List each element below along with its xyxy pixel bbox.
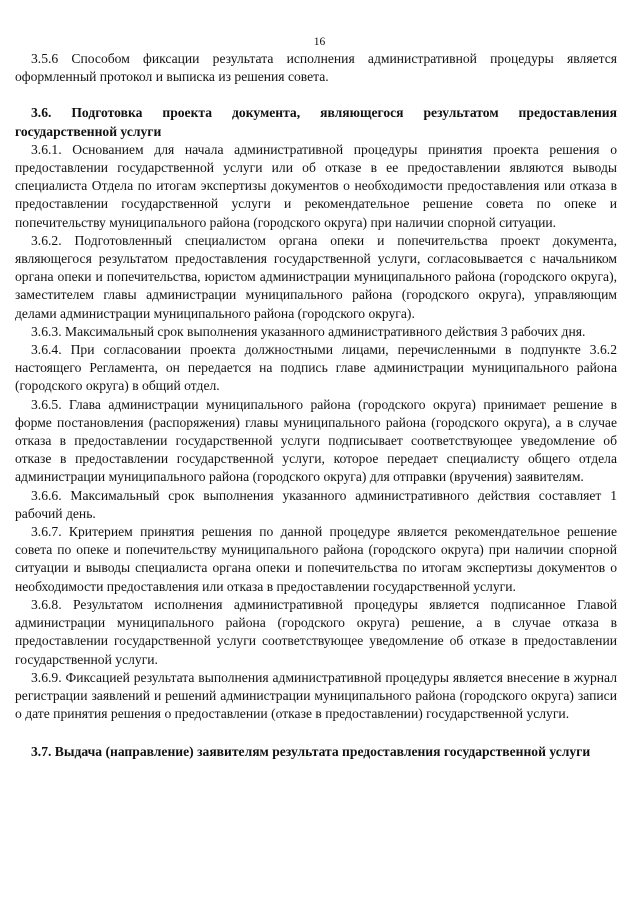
paragraph-3-6-5: 3.6.5. Глава администрации муниципального района (городского округа) принимает решение в форме постановления (распоряжения) главы муниципального района (городского округа), а в случае отказа в предоставлении государственной услуги подписывает соответствующее уведомление об отказе в предоставлении государственной услуги, которое передает специалисту общего отдела администрации муниципального района (городского округа) для отправки (вручения) заявителям. — [15, 396, 617, 485]
paragraph-3-6-8: 3.6.8. Результатом исполнения административной процедуры является подписанное Главой администрации муниципального района (городского округа) решение, а в случае отказа в предоставлении государственной услуги соответствующее уведомление об отказе в предоставлении государственной услуги. — [15, 596, 617, 667]
paragraph-3-6-9: 3.6.9. Фиксацией результата выполнения административной процедуры является внесение в журнал регистрации заявлений и решений администрации муниципального района (городского округа) записи о дате принятия решения о предоставлении (отказе в предоставлении) государственной услуги. — [15, 669, 617, 722]
document-body — [15, 50, 617, 762]
paragraph-3-6-4: 3.6.4. При согласовании проекта должностными лицами, перечисленными в подпункте 3.6.2 настоящего Регламента, он передается на подпись главе администрации муниципального района (городского округа) в общий отдел. — [15, 342, 617, 394]
section-heading-3-6: 3.6. Подготовка проекта документа, являющегося результатом предоставления государственной услуги — [15, 105, 617, 139]
paragraph-3-6-1: 3.6.1. Основанием для начала административной процедуры принятия проекта решения о предоставлении государственной услуги или об отказе в ее предоставлении являются выводы специалиста Отдела по итогам экспертизы документов о необходимости предоставления или отказа в предоставлении государственной услуги и рекомендательное решение совета по опеке и попечительству муниципального района (городского округа) при наличии спорной ситуации. — [15, 141, 617, 230]
paragraph-3-6-3: 3.6.3. Максимальный срок выполнения указанного административного действия 3 рабочих дня. — [31, 323, 586, 339]
paragraph-3-5-6: 3.5.6 Способом фиксации результата исполнения административной процедуры является оформленный протокол и выписка из решения совета. — [15, 51, 617, 85]
paragraph-3-6-7: 3.6.7. Критерием принятия решения по данной процедуре является рекомендательное решение совета по опеке и попечительству муниципального района (городского округа) при наличии спорной ситуации и выводы специалиста органа опеки и попечительства по итогам экспертизы документов о необходимости предоставления или отказа в предоставлении государственной услуги. — [15, 524, 617, 594]
paragraph-3-6-6: 3.6.6. Максимальный срок выполнения указанного административного действия составляет 1 рабочий день. — [15, 487, 617, 521]
paragraph-3-6-2: 3.6.2. Подготовленный специалистом органа опеки и попечительства проект документа, являющегося результатом предоставления государственной услуги, согласовывается с начальником органа опеки и попечительства, юристом администрации муниципального района (городского округа), заместителем главы администрации муниципального района (городского округа), управляющим делами администрации муниципального района (городского округа). — [15, 232, 617, 321]
section-heading-3-7: 3.7. Выдача (направление) заявителям результата предоставления государственной услуги — [31, 744, 591, 760]
page-number: 16 — [313, 36, 326, 48]
